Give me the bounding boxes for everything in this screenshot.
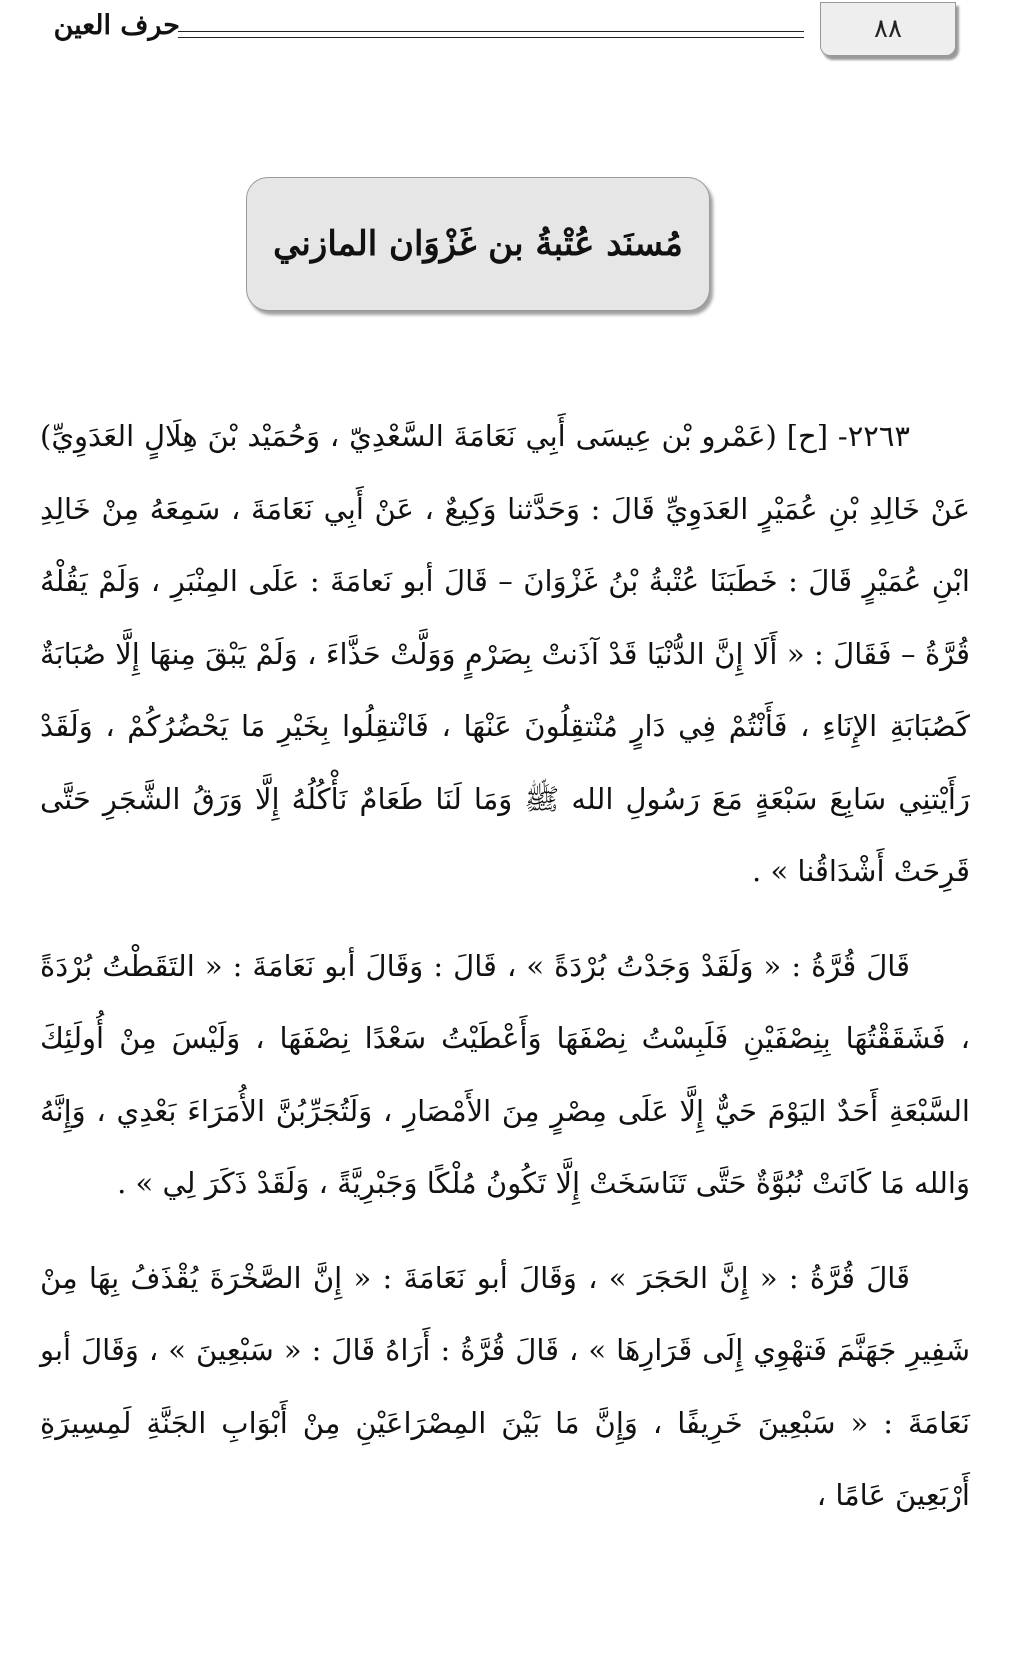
header-rule-top [178, 31, 804, 32]
hadith-paragraph-2: قَالَ قُرَّةُ : « وَلَقَدْ وَجَدْتُ بُرْدَةً » ، قَالَ : وَقَالَ أبو نَعَامَةَ : « التَقَطْتُ بُرْدَةً ، فَشَقَقْتُهَا بِنِصْفَيْنِ فَلَبِسْتُ نِصْفَهَا وَأَعْطَيْتُ سَعْدًا نِصْفَهَا ، وَلَيْسَ مِنْ أُولَئِكَ السَّبْعَةِ أَحَدٌ اليَوْمَ حَيٌّ إِلَّا عَلَى مِصْرٍ مِنَ الأَمْصَارِ ، وَلَتُجَرِّبُنَّ الأُمَرَاءَ بَعْدِي ، وَإِنَّهُ وَالله مَا كَانَتْ نُبُوَّةٌ حَتَّى تَنَاسَخَتْ إِلَّا تَكُونُ مُلْكًا وَجَبْرِيَّةً ، وَلَقَدْ ذَكَرَ لِي » . [40, 948, 970, 1200]
section-title-box [246, 177, 710, 311]
main-text [40, 400, 970, 1532]
page-header [0, 0, 1010, 70]
page-number-tab [820, 2, 956, 56]
hadith-paragraph-1: ٢٢٦٣- [ح] (عَمْرو بْن عِيسَى أَبِي نَعَامَةَ السَّعْدِيّ ، وَحُمَيْد بْنَ هِلَالٍ العَدَوِيِّ) عَنْ خَالِدِ بْنِ عُمَيْرٍ العَدَوِيِّ قَالَ : وَحَدَّثنا وَكِيعٌ ، عَنْ أَبِي نَعَامَةَ ، سَمِعَهُ مِنْ خَالِدِ ابْنِ عُمَيْرٍ قَالَ : خَطَبَنَا عُتْبةُ بْنُ غَزْوَانَ – قَالَ أبو نَعامَةَ : عَلَى المِنْبَرِ ، وَلَمْ يَقُلْهُ قُرَّةُ – فَقَالَ : « أَلَا إِنَّ الدُّنْيَا قَدْ آذَنتْ بِصَرْمٍ وَوَلَّتْ حَذَّاءَ ، وَلَمْ يَبْقَ مِنهَا إِلَّا صُبَابَةٌ كَصُبَابَةِ الإِنَاءِ ، فَأَنْتُمْ فِي دَارٍ مُنْتقِلُونَ عَنْهَا ، فَانْتقِلُوا بِخَيْرِ مَا يَحْضُرُكُمْ ، وَلَقَدْ رَأَيْتنِي سَابِعَ سَبْعَةٍ مَعَ رَسُولِ الله ﷺ وَمَا لَنَا طَعَامٌ نَأْكُلُهُ إِلَّا وَرَقُ الشَّجَرِ حَتَّى قَرِحَتْ أَشْدَاقُنا » . [40, 419, 970, 888]
section-title: مُسنَد عُتْبةُ بن غَزْوَان المازني [273, 224, 683, 264]
page-number: ٨٨ [874, 14, 902, 44]
chapter-title: حرف العين [53, 10, 180, 41]
hadith-paragraph-3: قَالَ قُرَّةُ : « إِنَّ الحَجَرَ » ، وَقَالَ أبو نَعَامَةَ : « إِنَّ الصَّخْرَةَ يُقْذَفُ بِهَا مِنْ شَفِيرِ جَهَنَّمَ فَتهْوِي إِلَى قَرَارِهَا » ، قَالَ قُرَّةُ : أَرَاهُ قَالَ : « سَبْعِينَ » ، وَقَالَ أبو نَعَامَةَ : « سَبْعِينَ خَرِيفًا ، وَإِنَّ مَا بَيْنَ المِصْرَاعَيْنِ مِنْ أَبْوَابِ الجَنَّةِ لَمِسِيرَةِ أَرْبَعِينَ عَامًا ، [40, 1260, 970, 1512]
header-rule-bottom [178, 37, 804, 38]
